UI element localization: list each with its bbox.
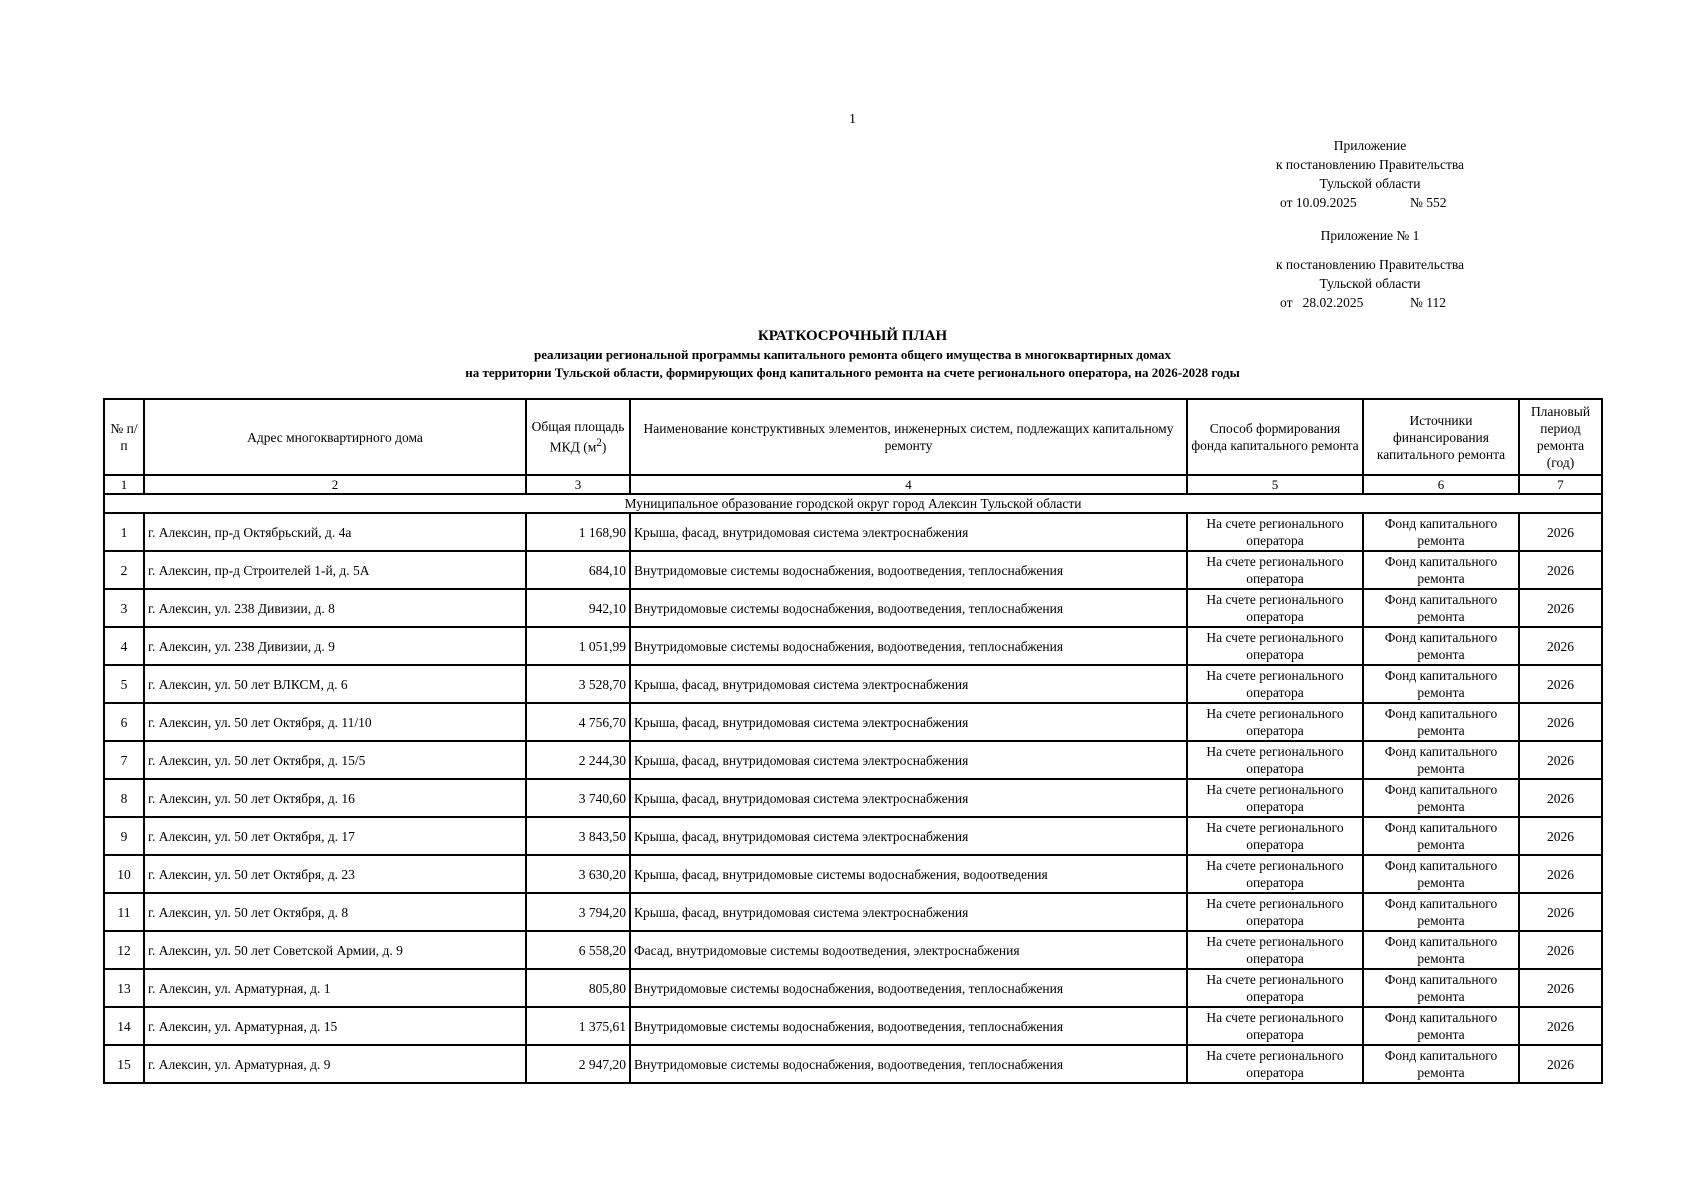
row-area: 3 630,20 bbox=[526, 855, 630, 893]
row-number: 11 bbox=[104, 893, 144, 931]
row-area: 6 558,20 bbox=[526, 931, 630, 969]
column-number: 4 bbox=[630, 475, 1187, 494]
plan-table bbox=[103, 398, 1603, 1084]
row-number: 13 bbox=[104, 969, 144, 1007]
row-number: 4 bbox=[104, 627, 144, 665]
column-number: 2 bbox=[144, 475, 526, 494]
row-number: 2 bbox=[104, 551, 144, 589]
document-title-main: КРАТКОСРОЧНЫЙ ПЛАН bbox=[757, 328, 948, 344]
annex-original-decree bbox=[1240, 226, 1500, 312]
row-number: 3 bbox=[104, 589, 144, 627]
row-address: г. Алексин, пр-д Октябрьский, д. 4а bbox=[144, 513, 526, 551]
table-row bbox=[104, 703, 1602, 741]
annex-date-line bbox=[1240, 293, 1500, 312]
row-repair-year: 2026 bbox=[1519, 703, 1602, 741]
table-row bbox=[104, 589, 1602, 627]
row-formation-method: На счете регионального оператора bbox=[1187, 931, 1363, 969]
row-address: г. Алексин, ул. 50 лет Октября, д. 15/5 bbox=[144, 741, 526, 779]
row-area: 1 168,90 bbox=[526, 513, 630, 551]
row-area: 2 244,30 bbox=[526, 741, 630, 779]
row-elements: Внутридомовые системы водоснабжения, водоотведения, теплоснабжения bbox=[630, 627, 1187, 665]
table-row bbox=[104, 1007, 1602, 1045]
row-formation-method: На счете регионального оператора bbox=[1187, 665, 1363, 703]
row-number: 14 bbox=[104, 1007, 144, 1045]
row-repair-year: 2026 bbox=[1519, 627, 1602, 665]
annex-title: Приложение № 1 bbox=[1320, 228, 1420, 243]
table-row bbox=[104, 779, 1602, 817]
row-area: 942,10 bbox=[526, 589, 630, 627]
annex-region-line: Тульской области bbox=[1319, 276, 1421, 291]
row-number: 9 bbox=[104, 817, 144, 855]
row-funding-source: Фонд капитального ремонта bbox=[1363, 1007, 1519, 1045]
header-source: Источники финансирования капитального ремонта bbox=[1363, 399, 1519, 475]
annex-date-line bbox=[1240, 193, 1500, 212]
row-repair-year: 2026 bbox=[1519, 817, 1602, 855]
row-elements: Крыша, фасад, внутридомовая система электроснабжения bbox=[630, 817, 1187, 855]
table-row bbox=[104, 931, 1602, 969]
row-formation-method: На счете регионального оператора bbox=[1187, 779, 1363, 817]
row-funding-source: Фонд капитального ремонта bbox=[1363, 589, 1519, 627]
row-formation-method: На счете регионального оператора bbox=[1187, 513, 1363, 551]
row-funding-source: Фонд капитального ремонта bbox=[1363, 741, 1519, 779]
row-number: 8 bbox=[104, 779, 144, 817]
column-number: 5 bbox=[1187, 475, 1363, 494]
header-area-close: ) bbox=[601, 439, 607, 455]
row-area: 3 740,60 bbox=[526, 779, 630, 817]
row-funding-source: Фонд капитального ремонта bbox=[1363, 893, 1519, 931]
row-formation-method: На счете регионального оператора bbox=[1187, 817, 1363, 855]
header-area bbox=[526, 399, 630, 475]
row-address: г. Алексин, ул. Арматурная, д. 15 bbox=[144, 1007, 526, 1045]
row-repair-year: 2026 bbox=[1519, 1007, 1602, 1045]
row-elements: Крыша, фасад, внутридомовая система электроснабжения bbox=[630, 741, 1187, 779]
section-title: Муниципальное образование городской округ город Алексин Тульской области bbox=[104, 494, 1602, 513]
table-row bbox=[104, 513, 1602, 551]
row-funding-source: Фонд капитального ремонта bbox=[1363, 1045, 1519, 1083]
row-repair-year: 2026 bbox=[1519, 513, 1602, 551]
row-repair-year: 2026 bbox=[1519, 893, 1602, 931]
document-subtitle-line2: на территории Тульской области, формирующих фонд капитального ремонта на счете регионального оператора, на 2026-2028 годы bbox=[465, 365, 1240, 380]
row-address: г. Алексин, ул. 50 лет Октября, д. 23 bbox=[144, 855, 526, 893]
document-title bbox=[0, 326, 1697, 382]
header-period: Плановый период ремонта (год) bbox=[1519, 399, 1602, 475]
table-header-row bbox=[104, 399, 1602, 475]
table-row bbox=[104, 817, 1602, 855]
row-funding-source: Фонд капитального ремонта bbox=[1363, 779, 1519, 817]
row-elements: Крыша, фасад, внутридомовые системы водоснабжения, водоотведения bbox=[630, 855, 1187, 893]
row-funding-source: Фонд капитального ремонта bbox=[1363, 855, 1519, 893]
row-formation-method: На счете регионального оператора bbox=[1187, 893, 1363, 931]
row-area: 684,10 bbox=[526, 551, 630, 589]
row-number: 5 bbox=[104, 665, 144, 703]
row-funding-source: Фонд капитального ремонта bbox=[1363, 703, 1519, 741]
row-number: 12 bbox=[104, 931, 144, 969]
row-address: г. Алексин, ул. 50 лет ВЛКСМ, д. 6 bbox=[144, 665, 526, 703]
document-subtitle-line1: реализации региональной программы капитального ремонта общего имущества в многоквартирных домах bbox=[533, 347, 1172, 362]
row-number: 1 bbox=[104, 513, 144, 551]
row-address: г. Алексин, ул. 50 лет Октября, д. 8 bbox=[144, 893, 526, 931]
row-number: 15 bbox=[104, 1045, 144, 1083]
page-number: 1 bbox=[849, 112, 856, 127]
row-repair-year: 2026 bbox=[1519, 931, 1602, 969]
row-funding-source: Фонд капитального ремонта bbox=[1363, 665, 1519, 703]
header-area-text: Общая площадь МКД (м bbox=[531, 419, 625, 455]
annex-date: от 28.02.2025 bbox=[1280, 295, 1364, 310]
row-address: г. Алексин, ул. Арматурная, д. 9 bbox=[144, 1045, 526, 1083]
row-repair-year: 2026 bbox=[1519, 551, 1602, 589]
row-area: 4 756,70 bbox=[526, 703, 630, 741]
annex-date: от 10.09.2025 bbox=[1280, 195, 1357, 210]
row-area: 3 794,20 bbox=[526, 893, 630, 931]
row-number: 10 bbox=[104, 855, 144, 893]
row-formation-method: На счете регионального оператора bbox=[1187, 969, 1363, 1007]
row-address: г. Алексин, ул. 50 лет Советской Армии, д. 9 bbox=[144, 931, 526, 969]
row-elements: Крыша, фасад, внутридомовая система электроснабжения bbox=[630, 779, 1187, 817]
annex-current-decree bbox=[1240, 136, 1500, 212]
column-number: 3 bbox=[526, 475, 630, 494]
column-number: 1 bbox=[104, 475, 144, 494]
annex-decree-line: к постановлению Правительства bbox=[1275, 157, 1465, 172]
row-elements: Крыша, фасад, внутридомовая система электроснабжения bbox=[630, 893, 1187, 931]
header-num: № п/п bbox=[104, 399, 144, 475]
row-funding-source: Фонд капитального ремонта bbox=[1363, 817, 1519, 855]
table-row bbox=[104, 893, 1602, 931]
row-formation-method: На счете регионального оператора bbox=[1187, 741, 1363, 779]
row-number: 6 bbox=[104, 703, 144, 741]
row-elements: Внутридомовые системы водоснабжения, водоотведения, теплоснабжения bbox=[630, 969, 1187, 1007]
row-repair-year: 2026 bbox=[1519, 1045, 1602, 1083]
row-funding-source: Фонд капитального ремонта bbox=[1363, 513, 1519, 551]
row-elements: Крыша, фасад, внутридомовая система электроснабжения bbox=[630, 703, 1187, 741]
header-elements: Наименование конструктивных элементов, инженерных систем, подлежащих капитальному ремонту bbox=[630, 399, 1187, 475]
table-row bbox=[104, 1045, 1602, 1083]
table-row bbox=[104, 627, 1602, 665]
row-formation-method: На счете регионального оператора bbox=[1187, 589, 1363, 627]
row-address: г. Алексин, ул. Арматурная, д. 1 bbox=[144, 969, 526, 1007]
row-formation-method: На счете регионального оператора bbox=[1187, 627, 1363, 665]
row-area: 2 947,20 bbox=[526, 1045, 630, 1083]
row-area: 3 843,50 bbox=[526, 817, 630, 855]
column-number: 7 bbox=[1519, 475, 1602, 494]
row-funding-source: Фонд капитального ремонта bbox=[1363, 931, 1519, 969]
row-address: г. Алексин, ул. 50 лет Октября, д. 11/10 bbox=[144, 703, 526, 741]
row-repair-year: 2026 bbox=[1519, 589, 1602, 627]
row-repair-year: 2026 bbox=[1519, 969, 1602, 1007]
row-elements: Крыша, фасад, внутридомовая система электроснабжения bbox=[630, 513, 1187, 551]
annex-title: Приложение bbox=[1333, 138, 1407, 153]
table-row bbox=[104, 551, 1602, 589]
row-elements: Крыша, фасад, внутридомовая система электроснабжения bbox=[630, 665, 1187, 703]
row-address: г. Алексин, ул. 238 Дивизии, д. 9 bbox=[144, 627, 526, 665]
row-formation-method: На счете регионального оператора bbox=[1187, 855, 1363, 893]
header-method: Способ формирования фонда капитального ремонта bbox=[1187, 399, 1363, 475]
header-address: Адрес многоквартирного дома bbox=[144, 399, 526, 475]
table-row bbox=[104, 665, 1602, 703]
row-area: 1 375,61 bbox=[526, 1007, 630, 1045]
row-address: г. Алексин, ул. 50 лет Октября, д. 16 bbox=[144, 779, 526, 817]
plan-table-body bbox=[104, 494, 1602, 1083]
row-repair-year: 2026 bbox=[1519, 855, 1602, 893]
row-address: г. Алексин, ул. 50 лет Октября, д. 17 bbox=[144, 817, 526, 855]
header-area-sup: 2 bbox=[596, 437, 602, 450]
annex-number: № 552 bbox=[1410, 195, 1447, 210]
table-row bbox=[104, 855, 1602, 893]
row-elements: Внутридомовые системы водоснабжения, водоотведения, теплоснабжения bbox=[630, 1007, 1187, 1045]
row-formation-method: На счете регионального оператора bbox=[1187, 1045, 1363, 1083]
row-elements: Внутридомовые системы водоснабжения, водоотведения, теплоснабжения bbox=[630, 589, 1187, 627]
row-repair-year: 2026 bbox=[1519, 665, 1602, 703]
column-number-row bbox=[104, 475, 1602, 494]
annex-decree-line: к постановлению Правительства bbox=[1275, 257, 1465, 272]
row-formation-method: На счете регионального оператора bbox=[1187, 551, 1363, 589]
row-elements: Внутридомовые системы водоснабжения, водоотведения, теплоснабжения bbox=[630, 1045, 1187, 1083]
annex-region-line: Тульской области bbox=[1319, 176, 1421, 191]
row-number: 7 bbox=[104, 741, 144, 779]
row-funding-source: Фонд капитального ремонта bbox=[1363, 551, 1519, 589]
table-row bbox=[104, 969, 1602, 1007]
row-address: г. Алексин, пр-д Строителей 1-й, д. 5А bbox=[144, 551, 526, 589]
row-address: г. Алексин, ул. 238 Дивизии, д. 8 bbox=[144, 589, 526, 627]
row-elements: Внутридомовые системы водоснабжения, водоотведения, теплоснабжения bbox=[630, 551, 1187, 589]
row-area: 1 051,99 bbox=[526, 627, 630, 665]
row-funding-source: Фонд капитального ремонта bbox=[1363, 969, 1519, 1007]
row-formation-method: На счете регионального оператора bbox=[1187, 703, 1363, 741]
row-area: 805,80 bbox=[526, 969, 630, 1007]
section-row bbox=[104, 494, 1602, 513]
table-row bbox=[104, 741, 1602, 779]
row-area: 3 528,70 bbox=[526, 665, 630, 703]
row-elements: Фасад, внутридомовые системы водоотведения, электроснабжения bbox=[630, 931, 1187, 969]
row-funding-source: Фонд капитального ремонта bbox=[1363, 627, 1519, 665]
column-number: 6 bbox=[1363, 475, 1519, 494]
row-repair-year: 2026 bbox=[1519, 779, 1602, 817]
row-repair-year: 2026 bbox=[1519, 741, 1602, 779]
row-formation-method: На счете регионального оператора bbox=[1187, 1007, 1363, 1045]
annex-number: № 112 bbox=[1410, 295, 1447, 310]
